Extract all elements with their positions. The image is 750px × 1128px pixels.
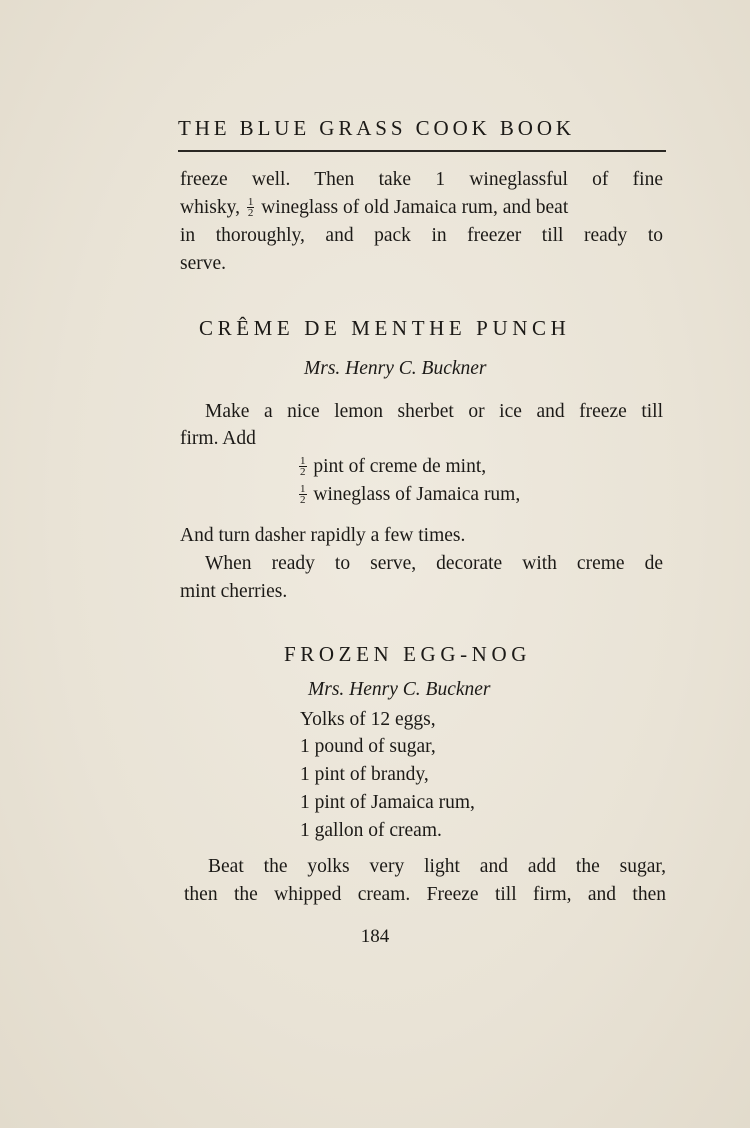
running-head: THE BLUE GRASS COOK BOOK [178,116,575,140]
page-number-text: 184 [360,926,390,947]
egg-nog-ingredient-1: Yolks of 12 eggs, [300,709,436,730]
continuation-line-3: in thoroughly, and pack in freezer till ready to [180,225,663,246]
creme-ingredient-2 [297,481,520,509]
continuation-line-2-before: whisky, [180,197,240,218]
fraction-numerator: 1 [300,483,306,495]
creme-ingredient-1 [297,453,486,481]
half-fraction [299,484,307,505]
egg-nog-method-line-1: Beat the yolks very light and add the sugar, [208,856,666,877]
egg-nog-method-line-2: then the whipped cream. Freeze till firm, and then [184,884,666,905]
header-rule [178,150,666,152]
half-fraction [247,197,255,218]
fraction-denominator: 2 [247,207,254,219]
fraction-numerator: 1 [300,455,306,467]
frozen-egg-nog-byline: Mrs. Henry C. Buckner [308,679,491,700]
egg-nog-ingredient-5: 1 gallon of cream. [300,820,442,841]
creme-intro-line-2: firm. Add [180,428,256,449]
fraction-denominator: 2 [300,494,306,506]
creme-de-menthe-title: CRÊME DE MENTHE PUNCH [199,316,571,340]
creme-after-line: And turn dasher rapidly a few times. [180,525,466,546]
frozen-egg-nog-title: FROZEN EGG-NOG [284,642,531,666]
creme-serve-line-2: mint cherries. [180,581,288,602]
continuation-line-4: serve. [180,253,227,274]
creme-serve-line-1: When ready to serve, decorate with creme de [205,553,663,574]
fraction-denominator: 2 [300,466,306,478]
continuation-line-1: freeze well. Then take 1 wineglassful of fine [180,169,663,190]
egg-nog-ingredient-3: 1 pint of brandy, [300,764,429,785]
half-fraction [299,456,307,477]
ingredient-text: pint of creme de mint, [313,456,487,477]
fraction-numerator: 1 [247,196,254,208]
continuation-line-2-after: wineglass of old Jamaica rum, and beat [261,197,569,218]
creme-intro-line-1: Make a nice lemon sherbet or ice and freeze till [205,401,663,422]
creme-de-menthe-byline: Mrs. Henry C. Buckner [304,358,487,379]
ingredient-text: wineglass of Jamaica rum, [313,484,521,505]
egg-nog-ingredient-2: 1 pound of sugar, [300,736,436,757]
continuation-line-2 [180,194,568,222]
egg-nog-ingredient-4: 1 pint of Jamaica rum, [300,792,475,813]
